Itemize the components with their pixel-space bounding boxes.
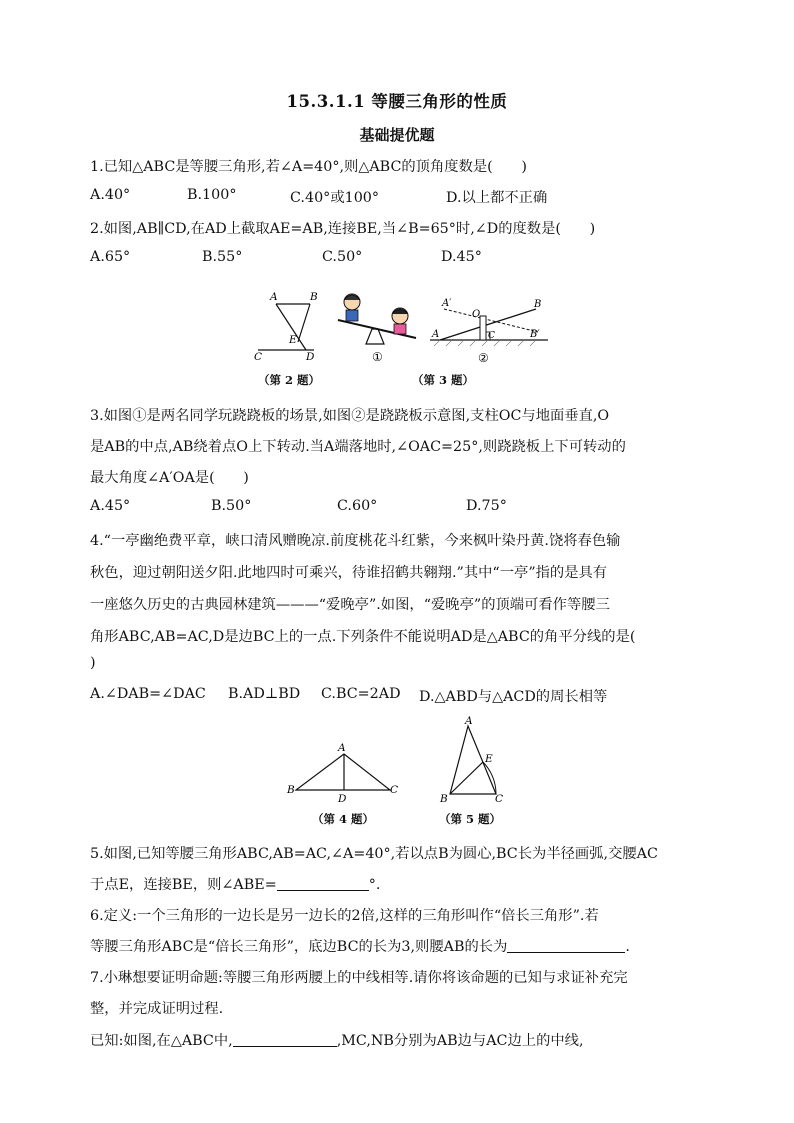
q4-label-c: C <box>390 784 399 796</box>
q6-line-1: 6.定义:一个三角形的一边长是另一边长的2倍,这样的三角形叫作“倍长三角形”.若 <box>90 908 599 924</box>
q2-label-d: D <box>306 351 315 363</box>
q4-option-b: B.AD⊥BD <box>228 686 301 702</box>
q7-line-3 <box>90 1030 584 1050</box>
q4-option-d: D.△ABD与△ACD的周长相等 <box>419 689 608 705</box>
q4-line-4: 角形ABC,AB=AC,D是边BC上的一点.下列条件不能说明AD是△ABC的角平分线的是( <box>90 629 636 645</box>
q4-figure <box>286 740 402 806</box>
diagram-label-o: O <box>472 309 481 320</box>
q2-option-d: D.45° <box>441 249 482 265</box>
q2-figure-caption: （第 2 题） <box>258 373 321 387</box>
q6-line-2 <box>90 936 630 956</box>
q5-line-2-end: °. <box>368 877 381 893</box>
q4-label-a: A <box>338 742 346 754</box>
diagram-mark-2: ② <box>478 351 489 365</box>
q5-answer-blank[interactable] <box>277 876 369 891</box>
q2-stem: 2.如图,AB∥CD,在AD上截取AE=AB,连接BE,当∠B=65°时,∠D的度数是( ) <box>90 221 596 237</box>
q3-option-b: B.50° <box>211 498 252 514</box>
q5-label-b: B <box>440 793 448 805</box>
q4-figure-caption: （第 4 题） <box>312 812 375 826</box>
section-subtitle: 基础提优题 <box>359 126 435 144</box>
seesaw-diagram <box>430 294 548 366</box>
q5-line-2 <box>90 874 380 894</box>
q3-line-1: 3.如图①是两名同学玩跷跷板的场景,如图②是跷跷板示意图,支柱OC与地面垂直,O <box>90 408 610 424</box>
diagram-label-c: C <box>488 331 495 341</box>
q4-line-3: 一座悠久历史的古典园林建筑———“爱晚亭”.如图，“爱晚亭”的顶端可看作等腰三 <box>90 597 610 613</box>
page-title: 15.3.1.1 等腰三角形的性质 <box>286 92 508 111</box>
diagram-label-a-prime: A′ <box>442 298 452 309</box>
q4-line-1: 4.“一亭幽绝费平章，峡口清风赠晚凉.前度桃花斗红紫，今来枫叶染丹黄.饶将春色输 <box>90 533 621 549</box>
diagram-label-b: B <box>534 299 542 310</box>
q1-option-b: B.100° <box>187 187 237 203</box>
q2-option-c: C.50° <box>322 249 363 265</box>
q2-label-a: A <box>270 291 278 303</box>
q7-given-blank[interactable] <box>233 1032 337 1047</box>
q4-option-c: C.BC=2AD <box>321 686 401 702</box>
q6-line-2-end: . <box>625 939 630 955</box>
q5-label-e: E <box>485 753 493 765</box>
q3-option-c: C.60° <box>337 498 378 514</box>
seesaw-illustration <box>332 292 424 366</box>
q2-label-b: B <box>310 291 318 303</box>
q4-label-b: B <box>287 784 295 796</box>
illustration-mark-1: ① <box>372 350 383 364</box>
q3-option-a: A.45° <box>90 498 131 514</box>
q5-line-1: 5.如图,已知等腰三角形ABC,AB=AC,∠A=40°,若以点B为圆心,BC长为半径画弧,交腰AC <box>90 846 658 862</box>
q1-option-d: D.以上都不正确 <box>446 190 548 206</box>
q5-label-a: A <box>465 715 473 727</box>
q3-figure-caption: （第 3 题） <box>412 373 475 387</box>
q3-option-d: D.75° <box>466 498 507 514</box>
q6-answer-blank[interactable] <box>507 938 625 953</box>
q5-label-c: C <box>495 793 504 805</box>
q2-label-c: C <box>254 351 263 363</box>
q2-option-b: B.55° <box>202 249 243 265</box>
q4-line-5: ) <box>90 655 96 671</box>
q5-figure-caption: （第 5 题） <box>439 812 502 826</box>
q2-label-e: E <box>289 334 297 346</box>
q1-option-a: A.40° <box>90 187 131 203</box>
q7-line-3-end: ,MC,NB分别为AB边与AC边上的中线, <box>336 1033 584 1049</box>
q1-stem: 1.已知△ABC是等腰三角形,若∠A=40°,则△ABC的顶角度数是( ) <box>90 159 527 175</box>
q2-option-a: A.65° <box>90 249 131 265</box>
q1-option-c: C.40°或100° <box>290 190 380 206</box>
q6-line-2-text: 等腰三角形ABC是“倍长三角形”，底边BC的长为3,则腰AB的长为 <box>90 939 508 955</box>
q7-line-1: 7.小琳想要证明命题:等腰三角形两腰上的中线相等.请你将该命题的已知与求证补充完 <box>90 970 628 986</box>
q3-line-2: 是AB的中点,AB绕着点O上下转动.当A端落地时,∠OAC=25°,则跷跷板上下可转动的 <box>90 439 626 455</box>
diagram-label-b-prime: B′ <box>530 329 540 340</box>
q7-line-2: 整，并完成证明过程. <box>90 1001 224 1017</box>
q7-line-3-text: 已知:如图,在△ABC中, <box>90 1033 233 1049</box>
q4-line-2: 秋色，迎过朝阳送夕阳.此地四时可乘兴，待谁招鹤共翱翔.”其中“一亭”指的是具有 <box>90 565 608 581</box>
q4-label-d: D <box>338 793 347 805</box>
q5-line-2-text: 于点E，连接BE，则∠ABE= <box>90 877 277 893</box>
q5-figure <box>438 714 508 806</box>
diagram-label-a: A <box>432 329 440 340</box>
q3-line-3: 最大角度∠A′OA是( ) <box>90 470 249 486</box>
q2-figure <box>248 288 328 364</box>
q4-option-a: A.∠DAB=∠DAC <box>90 686 206 702</box>
